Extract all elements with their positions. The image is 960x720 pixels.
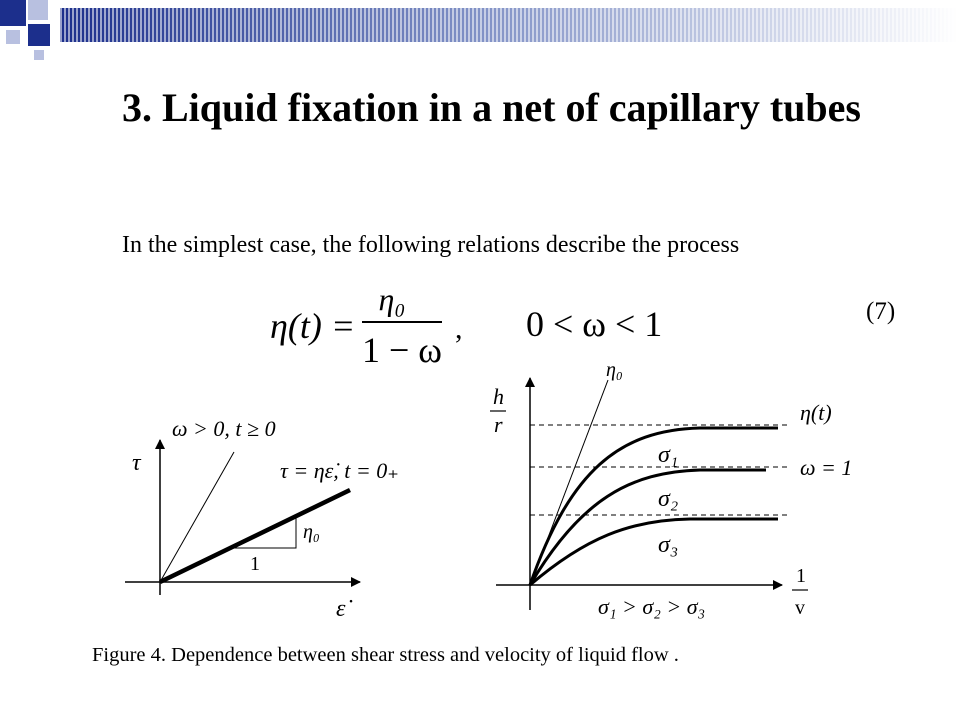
sigma2-label: σ₂ <box>658 486 679 512</box>
right-y-label-den: r <box>494 412 503 437</box>
equation-numerator: η₀ <box>378 281 406 317</box>
curve-sigma1 <box>530 428 778 585</box>
equation-number: (7) <box>866 298 896 325</box>
sigma3-label: σ₃ <box>658 532 679 558</box>
equation-denominator: 1 − ω <box>362 330 442 370</box>
sigma-inequality: σ₁ > σ₂ > σ₃ <box>598 594 706 619</box>
right-y-label-num: h <box>493 384 504 409</box>
equation-separator: , <box>455 312 463 345</box>
right-x-label-den: v <box>795 597 805 619</box>
equation-lhs: η(t) = <box>270 306 356 346</box>
figure-caption: Figure 4. Dependence between shear stress and velocity of liquid flow . <box>92 644 679 666</box>
omega-label: ω = 1 <box>800 455 853 480</box>
slope-run-label: 1 <box>250 553 260 575</box>
sigma1-label: σ₁ <box>658 442 679 468</box>
line-condition-label: ω > 0, t ≥ 0 <box>172 416 276 441</box>
equation-condition: 0 < ω < 1 <box>526 304 663 344</box>
slope-rise-label: η₀ <box>303 521 320 543</box>
curve-sigma3 <box>530 519 778 585</box>
left-x-axis-label: ε̇ <box>336 596 346 622</box>
eta0-label: η₀ <box>606 359 623 381</box>
eta-t-label: η(t) <box>800 400 832 425</box>
curve-sigma2 <box>530 470 766 585</box>
steep-line-label: τ = ηε̇, t = 0₊ <box>280 458 399 483</box>
intro-text: In the simplest case, the following relations describe the process <box>122 232 740 258</box>
right-x-label-num: 1 <box>796 565 806 587</box>
slide-title: 3. Liquid fixation in a net of capillary tubes <box>122 85 861 130</box>
left-y-axis-label: τ <box>132 450 141 476</box>
